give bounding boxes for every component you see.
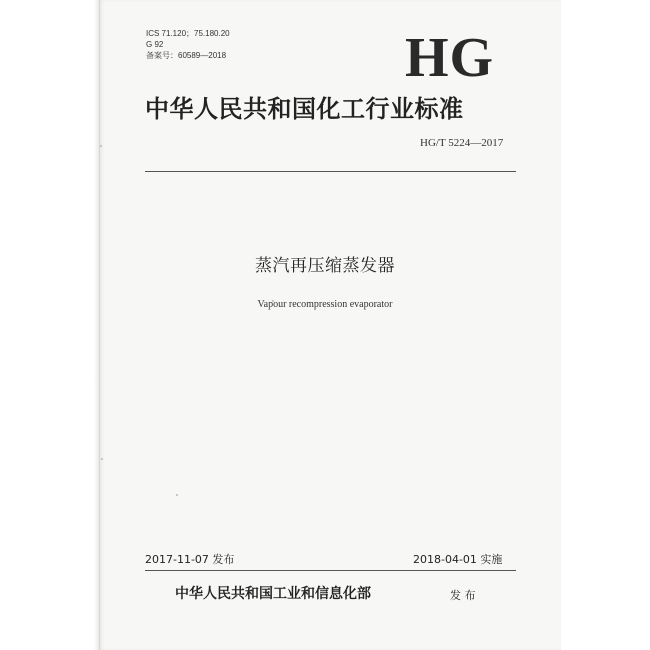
header-divider xyxy=(145,171,516,172)
classification-block xyxy=(146,28,230,61)
document-title-english: Vapour recompression evaporator xyxy=(257,299,393,310)
ics-code: ICS 71.120；75.180.20 xyxy=(146,29,230,38)
publish-label: 发 布 xyxy=(450,589,476,602)
standard-category-title: 中华人民共和国化工行业标准 xyxy=(145,95,464,123)
record-number: 备案号：60589—2018 xyxy=(146,51,227,60)
standard-number: HG/T 5224—2017 xyxy=(420,137,504,149)
ccs-code: G 92 xyxy=(146,40,164,49)
implementation-date: 2018-04-01 实施 xyxy=(413,553,503,566)
document-title-chinese: 蒸汽再压缩蒸发器 xyxy=(255,256,395,276)
publisher-name: 中华人民共和国工业和信息化部 xyxy=(175,586,371,602)
footer-divider xyxy=(145,570,516,571)
scan-speck xyxy=(101,458,103,460)
issue-date: 2017-11-07 发布 xyxy=(145,553,235,566)
hg-logo: HG xyxy=(405,27,495,89)
scan-speck xyxy=(100,145,102,147)
scan-speck xyxy=(176,494,178,496)
